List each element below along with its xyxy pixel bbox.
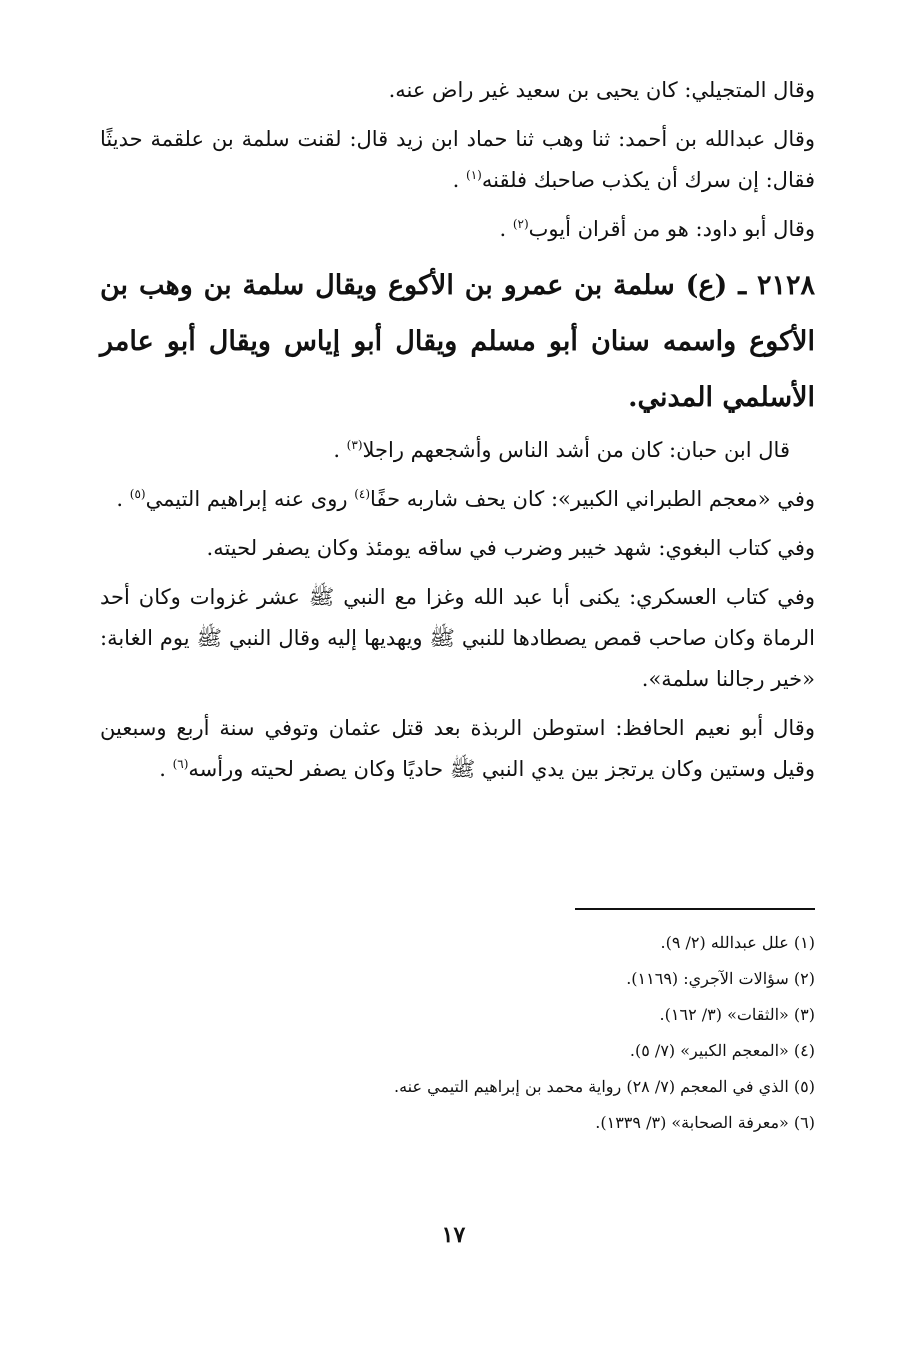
paragraph-abdullah: وقال عبدالله بن أحمد: ثنا وهب ثنا حماد ابن زيد قال: لقنت سلمة بن علقمة حديثًا فقال: إن سرك أن يكذب صاحبك فلقنه$^{(١)}$ .	[100, 127, 815, 192]
footnote-ref-6: (٦)	[172, 757, 189, 771]
paragraph-ibn-hibban: قال ابن حبان: كان من أشد الناس وأشجعهم راجلا$^{(٣)}$ .	[333, 438, 790, 462]
paragraph-mutajili: وقال المتجيلي: كان يحيى بن سعيد غير راض عنه.	[388, 78, 815, 102]
footnote-5: (٥) الذي في المعجم (٧/ ٢٨) رواية محمد بن إبراهيم التيمي عنه.	[394, 1077, 815, 1096]
footnote-ref-1: (١)	[466, 168, 482, 182]
footnotes	[100, 925, 815, 1141]
footnote-4: (٤) «المعجم الكبير» (٧/ ٥).	[629, 1041, 815, 1060]
footnote-ref-2: (٢)	[512, 217, 529, 231]
footnote-ref-4: (٤)	[354, 487, 371, 501]
footnote-2: (٢) سؤالات الآجري: (١١٦٩).	[626, 969, 815, 988]
footnote-6: (٦) «معرفة الصحابة» (٣/ ١٣٣٩).	[595, 1113, 815, 1132]
paragraph-tabarani: وفي «معجم الطبراني الكبير»: كان يحف شاربه حفًا$^{(٤)}$ روى عنه إبراهيم التيمي$^{(٥)}$ .	[116, 487, 815, 511]
paragraph-askari: وفي كتاب العسكري: يكنى أبا عبد الله وغزا مع النبي ﷺ عشر غزوات وكان أحد الرماة وكان صاحب قمص يصطادها للنبي ﷺ ويهديها إليه وقال النبي ﷺ يوم الغابة: «خير رجالنا سلمة».	[100, 585, 815, 691]
paragraph-abu-nuaym: وقال أبو نعيم الحافظ: استوطن الربذة بعد قتل عثمان وتوفي سنة أربع وسبعين وقيل وستين وكان يرتجز بين يدي النبي ﷺ حاديًا وكان يصفر لحيته ورأسه$^{(٦)}$ .	[100, 716, 815, 781]
main-text	[100, 70, 815, 798]
footnote-3: (٣) «الثقات» (٣/ ١٦٢).	[659, 1005, 815, 1024]
page-number: ١٧	[441, 1222, 466, 1248]
paragraph-abu-dawud: وقال أبو داود: هو من أقران أيوب$^{(٢)}$ .	[499, 217, 815, 241]
footnote-ref-5: (٥)	[129, 487, 146, 501]
paragraph-baghawi: وفي كتاب البغوي: شهد خيبر وضرب في ساقه يومئذ وكان يصفر لحيته.	[206, 536, 815, 560]
footnote-ref-3: (٣)	[346, 438, 363, 452]
entry-heading: ٢١٢٨ ـ (ع) سلمة بن عمرو بن الأكوع ويقال سلمة بن وهب بن الأكوع واسمه سنان أبو مسلم ويقال أبو إياس ويقال أبو عامر الأسلمي المدني.	[100, 270, 815, 413]
footnote-1: (١) علل عبدالله (٢/ ٩).	[660, 933, 815, 952]
footnote-separator	[575, 908, 815, 910]
